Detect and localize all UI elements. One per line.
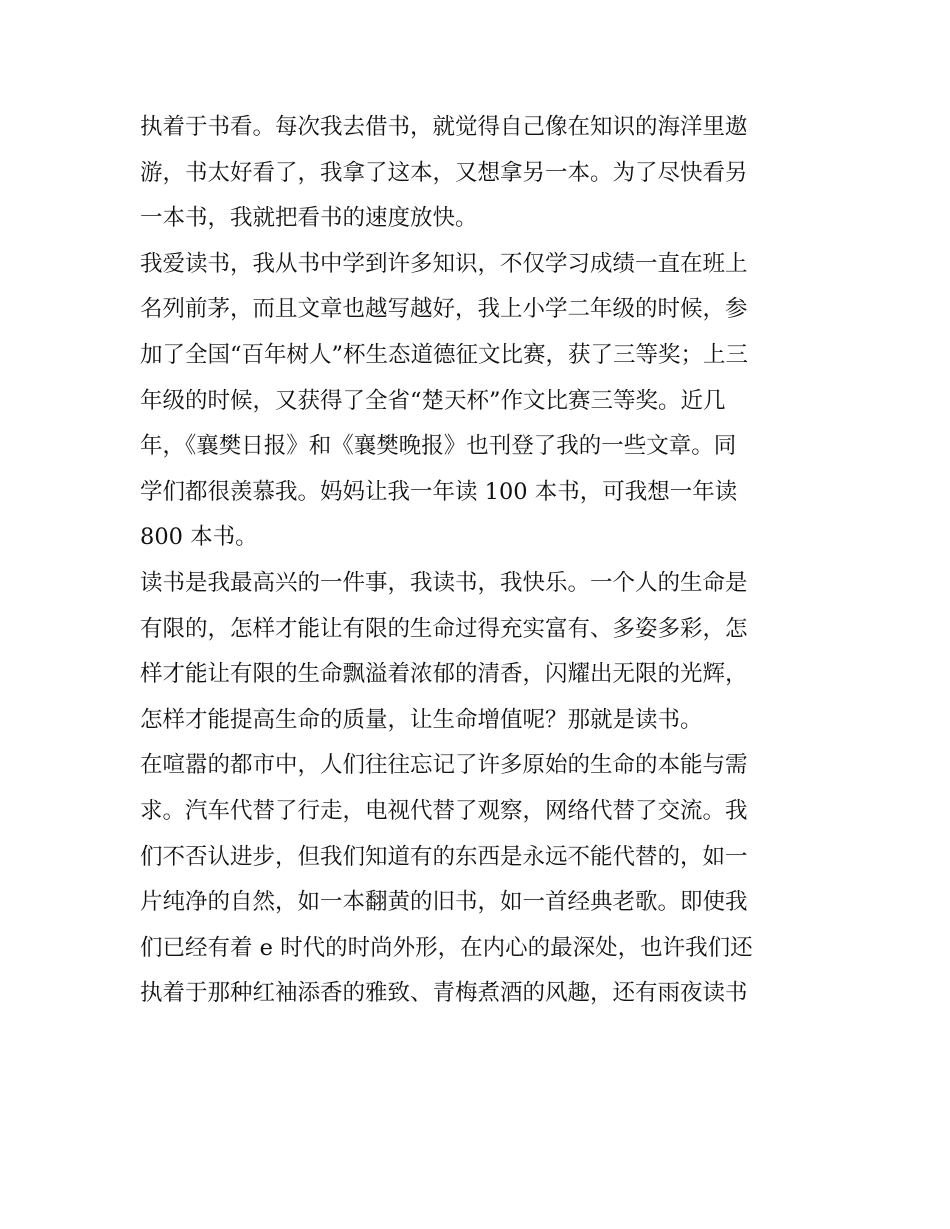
text-line: 一本书，我就把看书的速度放快。 bbox=[140, 205, 478, 232]
text-line: 年级的时候，又获得了全省“楚天杯”作文比赛三等奖。近几 bbox=[140, 387, 726, 414]
text-line: 样才能让有限的生命飘溢着浓郁的清香，闪耀出无限的光辉， bbox=[140, 661, 748, 688]
text-line: 加了全国“百年树人”杯生态道德征文比赛，获了三等奖；上三 bbox=[140, 341, 749, 368]
text-line: 片纯净的自然，如一本翻黄的旧书，如一首经典老歌。即使我 bbox=[140, 889, 748, 916]
text-line: 名列前茅，而且文章也越写越好，我上小学二年级的时候，参 bbox=[140, 296, 748, 323]
text-line: 游，书太好看了，我拿了这本，又想拿另一本。为了尽快看另 bbox=[140, 159, 748, 186]
text-line: 我爱读书，我从书中学到许多知识，不仅学习成绩一直在班上 bbox=[140, 250, 748, 277]
text-line: 执着于书看。每次我去借书，就觉得自己像在知识的海洋里遨 bbox=[140, 114, 748, 140]
text-line: 求。汽车代替了行走，电视代替了观察，网络代替了交流。我 bbox=[140, 797, 748, 824]
text-line: 们已经有着 e 时代的时尚外形，在内心的最深处，也许我们还 bbox=[140, 934, 753, 961]
text-line: 在喧嚣的都市中，人们往往忘记了许多原始的生命的本能与需 bbox=[140, 752, 748, 779]
text-line: 学们都很羡慕我。妈妈让我一年读 100 本书，可我想一年读 bbox=[140, 478, 738, 505]
body-text bbox=[140, 105, 820, 1017]
text-line: 有限的，怎样才能让有限的生命过得充实富有、多姿多彩，怎 bbox=[140, 615, 748, 642]
text-line: 800 本书。 bbox=[140, 524, 258, 551]
text-line: 读书是我最高兴的一件事，我读书，我快乐。一个人的生命是 bbox=[140, 569, 748, 596]
text-line: 们不否认进步，但我们知道有的东西是永远不能代替的，如一 bbox=[140, 843, 748, 870]
text-line: 执着于那种红袖添香的雅致、青梅煮酒的风趣，还有雨夜读书 bbox=[140, 980, 748, 1007]
text-line: 怎样才能提高生命的质量，让生命增值呢？那就是读书。 bbox=[140, 706, 703, 733]
text-line: 年，《襄樊日报》和《襄樊晚报》也刊登了我的一些文章。同 bbox=[140, 433, 737, 460]
